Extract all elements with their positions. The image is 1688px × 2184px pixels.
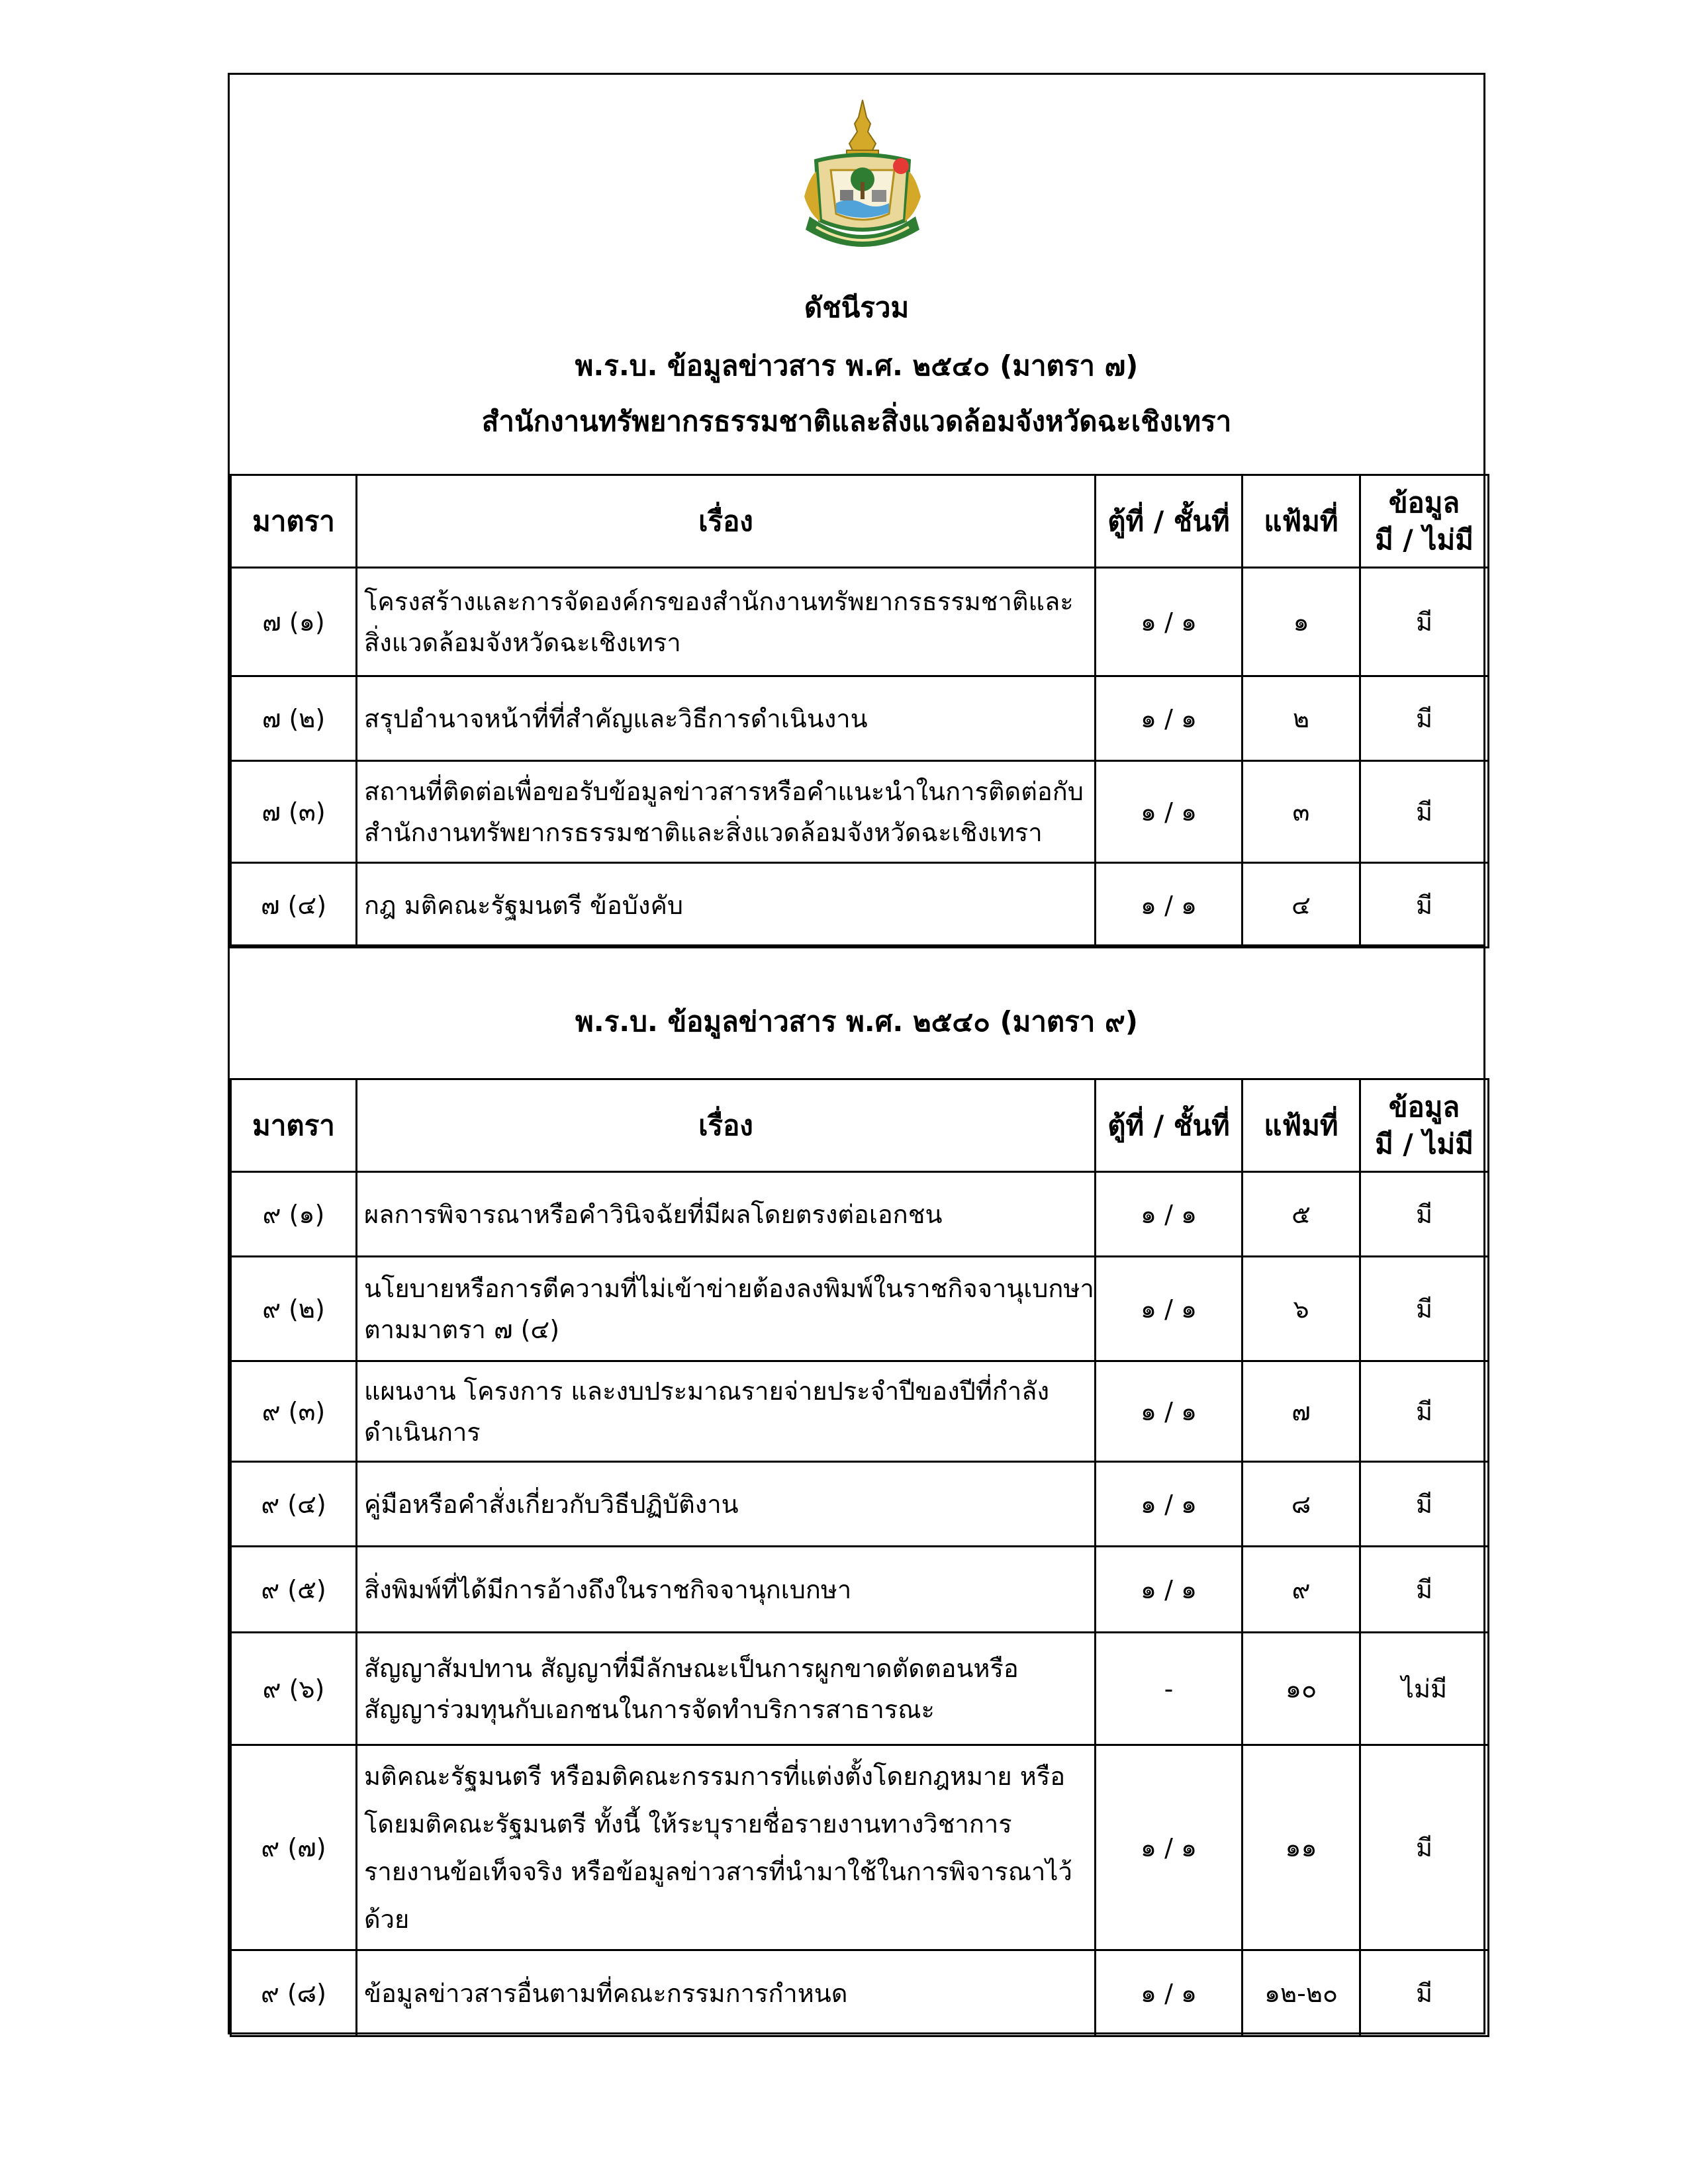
col-header-availability [1360,1079,1489,1172]
col-header-availability-line1: ข้อมูล [1388,486,1460,519]
row-title: นโยบายหรือการตีความที่ไม่เข้าข่ายต้องลงพิมพ์ในราชกิจจานุเบกษา ตามมาตรา ๗ (๔) [357,1257,1096,1361]
row-availability: มี [1360,1257,1489,1361]
index-title: ดัชนีรวม [804,291,910,324]
col-header-availability [1360,475,1489,568]
section9-heading [230,944,1483,1078]
col-header-availability-line2: มี / ไม่มี [1375,523,1474,556]
table-row [231,863,1489,948]
col-header-title: เรื่อง [357,475,1096,568]
row-file: ๑ [1243,568,1360,676]
row-cabinet: ๑ / ๑ [1096,761,1243,863]
table-row [231,568,1489,676]
row-file: ๔ [1243,863,1360,948]
table-header-row [231,475,1489,568]
row-availability: มี [1360,1361,1489,1462]
col-header-availability-line2: มี / ไม่มี [1375,1127,1474,1160]
row-cabinet: ๑ / ๑ [1096,676,1243,761]
row-availability: มี [1360,1172,1489,1257]
agency-name: สำนักงานทรัพยากรธรรมชาติและสิ่งแวดล้อมจังหวัดฉะเชิงเทรา [481,405,1232,437]
col-header-file: แฟ้มที่ [1243,475,1360,568]
row-file: ๒ [1243,676,1360,761]
table-row [231,1745,1489,1950]
row-cabinet: ๑ / ๑ [1096,863,1243,948]
document-header [230,75,1483,474]
row-title: ข้อมูลข่าวสารอื่นตามที่คณะกรรมการกำหนด [357,1950,1096,2036]
row-title: ผลการพิจารณาหรือคำวินิจฉัยที่มีผลโดยตรงต่อเอกชน [357,1172,1096,1257]
row-file: ๓ [1243,761,1360,863]
row-file: ๕ [1243,1172,1360,1257]
row-cabinet: ๑ / ๑ [1096,1361,1243,1462]
row-title: สรุปอำนาจหน้าที่ที่สำคัญและวิธีการดำเนินงาน [357,676,1096,761]
row-file: ๙ [1243,1547,1360,1633]
row-availability: มี [1360,568,1489,676]
row-availability: มี [1360,1950,1489,2036]
table-row [231,1172,1489,1257]
table-header-row [231,1079,1489,1172]
row-section: ๙ (๖) [231,1633,357,1745]
col-header-cabinet: ตู้ที่ / ชั้นที่ [1096,1079,1243,1172]
row-section: ๙ (๑) [231,1172,357,1257]
col-header-section: มาตรา [231,475,357,568]
row-title: สถานที่ติดต่อเพื่อขอรับข้อมูลข่าวสารหรือคำแนะนำในการติดต่อกับ สำนักงานทรัพยากรธรรมชาติและสิ่งแวดล้อมจังหวัดฉะเชิงเทรา [357,761,1096,863]
row-file: ๑๒-๒๐ [1243,1950,1360,2036]
row-file: ๖ [1243,1257,1360,1361]
table-row [231,1547,1489,1633]
row-section: ๙ (๒) [231,1257,357,1361]
row-title: สิ่งพิมพ์ที่ได้มีการอ้างถึงในราชกิจจานุกเบกษา [357,1547,1096,1633]
row-title: โครงสร้างและการจัดองค์กรของสำนักงานทรัพยากรธรรมชาติและ สิ่งแวดล้อมจังหวัดฉะเชิงเทรา [357,568,1096,676]
col-header-availability-line1: ข้อมูล [1388,1090,1460,1123]
row-title: คู่มือหรือคำสั่งเกี่ยวกับวิธีปฏิบัติงาน [357,1462,1096,1547]
row-section: ๗ (๓) [231,761,357,863]
act-section7-title: พ.ร.บ. ข้อมูลข่าวสาร พ.ศ. ๒๕๔๐ (มาตรา ๗) [575,349,1139,382]
table-row [231,676,1489,761]
index-frame [228,73,1485,2034]
col-header-file: แฟ้มที่ [1243,1079,1360,1172]
table-row [231,1257,1489,1361]
row-availability: มี [1360,1462,1489,1547]
table-row [231,761,1489,863]
row-title: มติคณะรัฐมนตรี หรือมติคณะกรรมการที่แต่งตั้งโดยกฎหมาย หรือ โดยมติคณะรัฐมนตรี ทั้งนี้ ให้ระบุรายชื่อรายงานทางวิชาการ รายงานข้อเท็จจริง หรือข้อมูลข่าวสารที่นำมาใช้ในการพิจารณาไว้ด้วย [357,1745,1096,1950]
row-cabinet: ๑ / ๑ [1096,1462,1243,1547]
table-row [231,1462,1489,1547]
row-availability: มี [1360,1547,1489,1633]
row-section: ๗ (๒) [231,676,357,761]
row-availability: ไม่มี [1360,1633,1489,1745]
row-section: ๙ (๘) [231,1950,357,2036]
row-cabinet: ๑ / ๑ [1096,568,1243,676]
row-cabinet: - [1096,1633,1243,1745]
row-title: แผนงาน โครงการ และงบประมาณรายจ่ายประจำปีของปีที่กำลัง ดำเนินการ [357,1361,1096,1462]
row-cabinet: ๑ / ๑ [1096,1547,1243,1633]
row-cabinet: ๑ / ๑ [1096,1257,1243,1361]
act-section9-title: พ.ร.บ. ข้อมูลข่าวสาร พ.ศ. ๒๕๔๐ (มาตรา ๙) [575,1005,1138,1038]
row-cabinet: ๑ / ๑ [1096,1950,1243,2036]
agency-emblem-icon [790,97,935,263]
row-file: ๘ [1243,1462,1360,1547]
row-file: ๗ [1243,1361,1360,1462]
row-section: ๗ (๔) [231,863,357,948]
row-section: ๙ (๕) [231,1547,357,1633]
col-header-section: มาตรา [231,1079,357,1172]
col-header-title: เรื่อง [357,1079,1096,1172]
row-cabinet: ๑ / ๑ [1096,1172,1243,1257]
table-row [231,1633,1489,1745]
row-cabinet: ๑ / ๑ [1096,1745,1243,1950]
section9-table [230,1078,1489,2037]
row-section: ๙ (๓) [231,1361,357,1462]
row-availability: มี [1360,761,1489,863]
row-availability: มี [1360,863,1489,948]
row-title: สัญญาสัมปทาน สัญญาที่มีลักษณะเป็นการผูกขาดตัดตอนหรือ สัญญาร่วมทุนกับเอกชนในการจัดทำบริการสาธารณะ [357,1633,1096,1745]
section7-table [230,474,1489,948]
table-row [231,1361,1489,1462]
col-header-cabinet: ตู้ที่ / ชั้นที่ [1096,475,1243,568]
row-section: ๙ (๗) [231,1745,357,1950]
table-row [231,1950,1489,2036]
row-section: ๙ (๔) [231,1462,357,1547]
row-file: ๑๑ [1243,1745,1360,1950]
row-title: กฎ มติคณะรัฐมนตรี ข้อบังคับ [357,863,1096,948]
row-section: ๗ (๑) [231,568,357,676]
row-file: ๑๐ [1243,1633,1360,1745]
row-availability: มี [1360,1745,1489,1950]
row-availability: มี [1360,676,1489,761]
